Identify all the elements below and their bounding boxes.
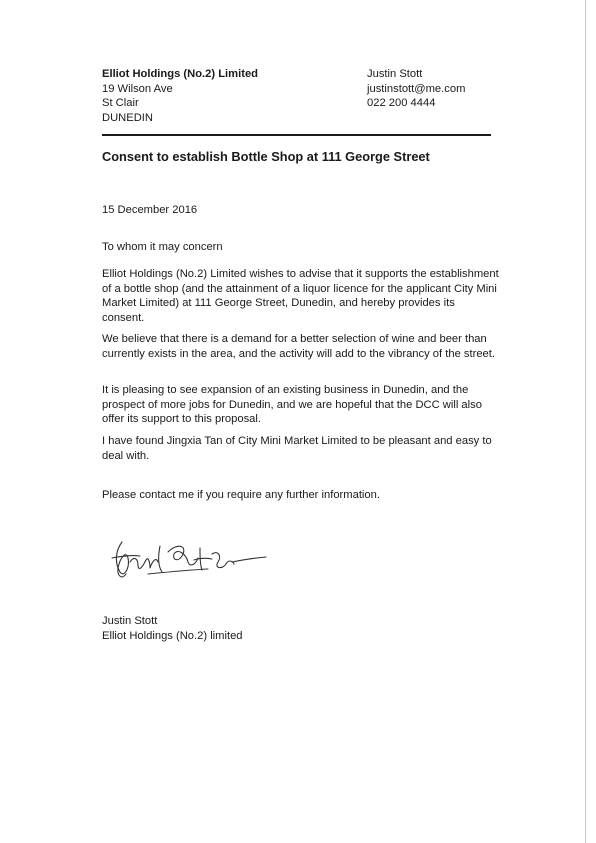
salutation: To whom it may concern xyxy=(102,241,223,253)
handwritten-signature xyxy=(108,528,278,588)
body-paragraph: Elliot Holdings (No.2) Limited wishes to advise that it supports the establishment of a bottle shop (and the attainment of a liquor licence for the applicant City Mini Market Limited) at 111 George Street, Dunedin, and hereby provides its consent. xyxy=(102,268,499,324)
body-paragraph: It is pleasing to see expansion of an existing business in Dunedin, and the prospect of more jobs for Dunedin, and we are hopeful that the DCC will also offer its support to this proposal. xyxy=(102,384,482,425)
sender-company-name: Elliot Holdings (No.2) Limited xyxy=(102,68,258,80)
body-paragraph: We believe that there is a demand for a better selection of wine and beer than currently exists in the area, and the activity will add to the vibrancy of the street. xyxy=(102,333,495,360)
scan-edge-line xyxy=(585,0,586,843)
closing-paragraph: Please contact me if you require any further information. xyxy=(102,489,380,501)
body-paragraph: I have found Jingxia Tan of City Mini Market Limited to be pleasant and easy to deal with. xyxy=(102,435,492,462)
letter-subject: Consent to establish Bottle Shop at 111 George Street xyxy=(102,149,430,164)
sender-address-line: St Clair xyxy=(102,97,139,109)
header-divider xyxy=(102,134,491,136)
contact-email: justinstott@me.com xyxy=(367,82,466,95)
sender-address-block xyxy=(102,67,342,125)
sender-address-line: 19 Wilson Ave xyxy=(102,82,173,95)
signoff-block xyxy=(102,614,342,643)
sender-address-line: DUNEDIN xyxy=(102,111,153,124)
contact-phone: 022 200 4444 xyxy=(367,97,436,109)
contact-block xyxy=(367,67,527,111)
signoff-name: Justin Stott xyxy=(102,615,158,627)
contact-name: Justin Stott xyxy=(367,68,423,80)
signoff-company: Elliot Holdings (No.2) limited xyxy=(102,629,243,642)
letter-date: 15 December 2016 xyxy=(102,204,198,216)
